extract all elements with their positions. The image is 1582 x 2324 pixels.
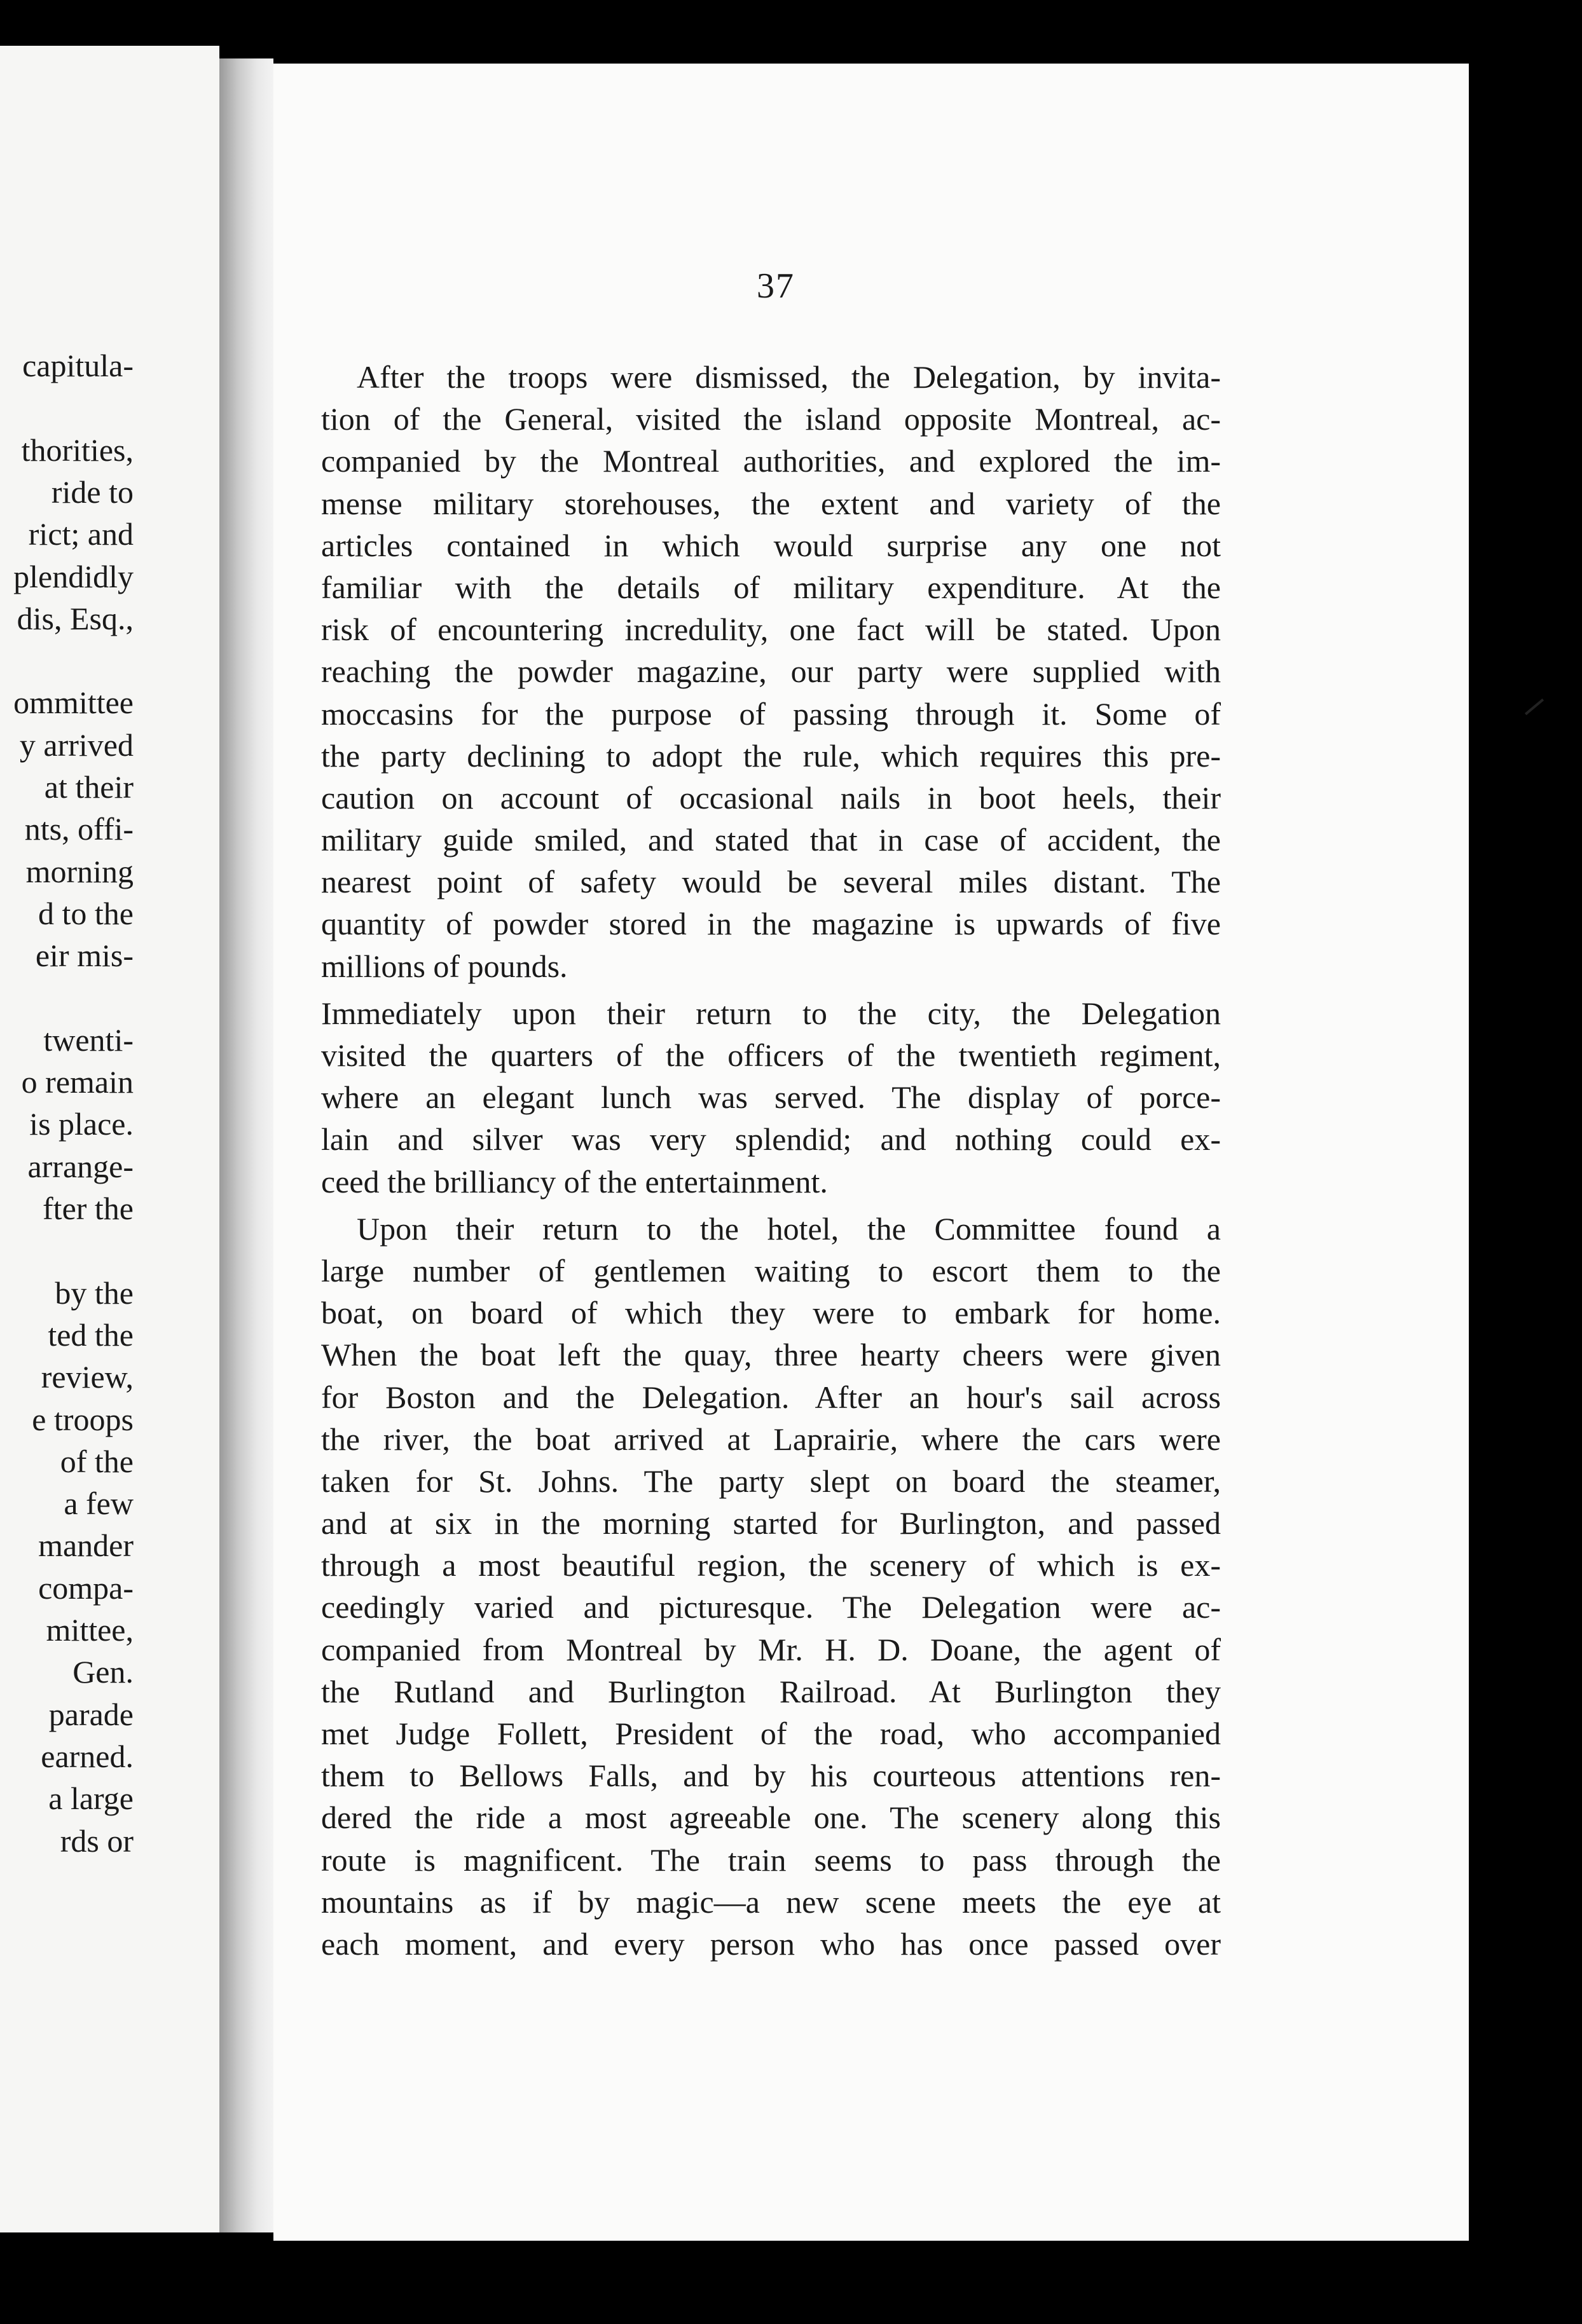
left-page-line: capitula- xyxy=(22,348,134,383)
text-line: Immediately upon their return to the city, the Delegation xyxy=(321,995,1221,1031)
left-page-line: morning xyxy=(25,853,134,889)
text-line: dered the ride a most agreeable one. The scenery along this xyxy=(321,1800,1221,1836)
text-line: large number of gentlemen waiting to escort them to the xyxy=(321,1252,1221,1288)
text-line: tion of the General, visited the island opposite Montreal, ac- xyxy=(321,401,1221,437)
text-line: companied from Montreal by Mr. H. D. Doane, the agent of xyxy=(321,1631,1221,1667)
text-line: caution on account of occasional nails in boot heels, their xyxy=(321,779,1221,816)
left-page-line: ommittee xyxy=(13,685,134,721)
left-page-line: review, xyxy=(41,1359,134,1395)
left-page-line: thorities, xyxy=(21,432,134,468)
book-gutter xyxy=(219,58,273,2232)
text-line: visited the quarters of the officers of the twentieth regiment, xyxy=(321,1037,1221,1073)
text-line: the party declining to adopt the rule, which requires this pre- xyxy=(321,737,1221,774)
text-line: Upon their return to the hotel, the Committee found a xyxy=(357,1210,1221,1247)
left-page-line: is place. xyxy=(29,1106,134,1142)
text-line: risk of encountering incredulity, one fact will be stated. Upon xyxy=(321,612,1221,648)
text-line: mountains as if by magic—a new scene meets the eye at xyxy=(321,1883,1221,1920)
text-line: millions of pounds. xyxy=(321,948,568,984)
text-line: taken for St. Johns. The party slept on board the steamer, xyxy=(321,1463,1221,1499)
left-page-line: Gen. xyxy=(72,1654,134,1690)
text-line: boat, on board of which they were to embark for home. xyxy=(321,1295,1221,1331)
text-line: met Judge Follett, President of the road, who accompanied xyxy=(321,1716,1221,1751)
left-page-line: a few xyxy=(64,1486,134,1522)
text-line: familiar with the details of military expenditure. At the xyxy=(321,569,1221,605)
left-page-line: of the xyxy=(60,1443,134,1479)
left-page-line: o remain xyxy=(21,1064,134,1100)
text-line: moccasins for the purpose of passing through it. Some of xyxy=(321,695,1221,732)
text-line: quantity of powder stored in the magazine is upwards of five xyxy=(321,906,1221,942)
left-page-line: rds or xyxy=(60,1822,134,1859)
left-page-line: mittee, xyxy=(46,1612,134,1648)
text-line: the river, the boat arrived at Laprairie, where the cars were xyxy=(321,1421,1221,1457)
left-page-line: y arrived xyxy=(19,727,134,763)
left-page-line: e troops xyxy=(32,1401,134,1437)
text-line: nearest point of safety would be several miles distant. The xyxy=(321,864,1221,900)
text-line: military guide smiled, and stated that in case of accident, the xyxy=(321,822,1221,858)
left-page-line: fter the xyxy=(43,1191,134,1226)
page-number: 37 xyxy=(757,266,795,306)
left-page xyxy=(0,46,219,2232)
left-page-line: plendidly xyxy=(13,558,134,594)
text-line: lain and silver was very splendid; and nothing could ex- xyxy=(321,1121,1221,1158)
left-page-line: eir mis- xyxy=(35,938,134,974)
left-page-line: dis, Esq., xyxy=(17,600,134,636)
text-line: companied by the Montreal authorities, and explored the im- xyxy=(321,443,1221,479)
left-page-line: compa- xyxy=(38,1569,134,1606)
left-page-line: by the xyxy=(55,1275,134,1311)
text-line: through a most beautiful region, the scenery of which is ex- xyxy=(321,1547,1221,1583)
text-line: reaching the powder magazine, our party were supplied with xyxy=(321,653,1221,690)
left-page-line: ted the xyxy=(48,1316,134,1353)
left-page-line: twenti- xyxy=(43,1022,134,1058)
text-line: and at six in the morning started for Burlington, and passed xyxy=(321,1505,1221,1541)
scan-artifact xyxy=(1525,699,1544,715)
left-page-line: arrange- xyxy=(27,1148,134,1184)
text-line: mense military storehouses, the extent and variety of the xyxy=(321,485,1221,521)
body-text xyxy=(321,356,1221,1965)
left-page-line: earned. xyxy=(41,1738,134,1774)
left-page-line: rict; and xyxy=(28,516,134,552)
text-line: ceed the brilliancy of the entertainment. xyxy=(321,1163,828,1200)
text-line: each moment, and every person who has once passed over xyxy=(321,1925,1221,1962)
left-page-line: ride to xyxy=(51,474,134,510)
left-page-line: d to the xyxy=(38,895,134,931)
text-line: When the boat left the quay, three hearty cheers were given xyxy=(321,1337,1221,1373)
left-page-line: parade xyxy=(48,1696,134,1732)
text-line: After the troops were dismissed, the Delegation, by invita- xyxy=(357,359,1221,395)
text-line: where an elegant lunch was served. The display of porce- xyxy=(321,1079,1221,1116)
text-line: ceedingly varied and picturesque. The Delegation were ac- xyxy=(321,1589,1221,1625)
text-line: articles contained in which would surprise any one not xyxy=(321,527,1221,563)
text-line: the Rutland and Burlington Railroad. At Burlington they xyxy=(321,1673,1221,1709)
left-page-line: mander xyxy=(38,1528,134,1564)
text-line: for Boston and the Delegation. After an hour's sail across xyxy=(321,1379,1221,1415)
text-line: them to Bellows Falls, and by his courteous attentions ren- xyxy=(321,1758,1221,1794)
left-page-line: a large xyxy=(48,1781,134,1817)
text-line: route is magnificent. The train seems to pass through the xyxy=(321,1842,1221,1878)
left-page-line: nts, offi- xyxy=(24,811,134,847)
left-page-line: at their xyxy=(44,769,134,805)
